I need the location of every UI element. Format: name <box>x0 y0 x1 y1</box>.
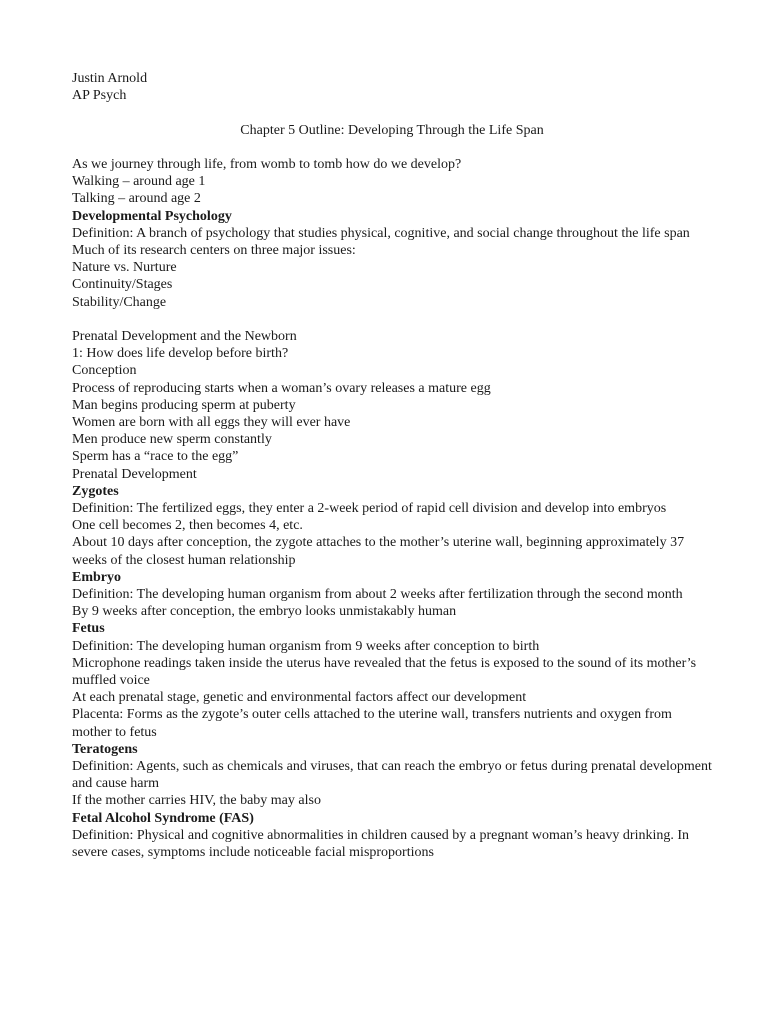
definition-text: Definition: The fertilized eggs, they enter a 2-week period of rapid cell division and develop into embryos <box>72 501 667 517</box>
heading-teratogens: Teratogens <box>72 741 138 757</box>
body-text: At each prenatal stage, genetic and environmental factors affect our development <box>72 690 527 706</box>
body-text: By 9 weeks after conception, the embryo looks unmistakably human <box>72 604 457 620</box>
section-heading: Prenatal Development and the Newborn <box>72 329 297 344</box>
intro-line: Walking – around age 1 <box>72 174 206 190</box>
body-text: Men produce new sperm constantly <box>72 432 272 448</box>
definition-text: Definition: The developing human organism from 9 weeks after conception to birth <box>72 638 540 654</box>
author-name: Justin Arnold <box>72 71 148 86</box>
issue-item: Stability/Change <box>72 294 167 310</box>
body-text: One cell becomes 2, then becomes 4, etc. <box>72 518 303 534</box>
definition-text: Definition: A branch of psychology that studies physical, cognitive, and social change throughout the life span <box>72 225 690 241</box>
body-text: Process of reproducing starts when a woman’s ovary releases a mature egg <box>72 380 491 396</box>
definition-text: Definition: The developing human organism from about 2 weeks after fertilization through the second month <box>72 587 683 603</box>
body-text: About 10 days after conception, the zygote attaches to the mother’s uterine wall, beginning approximately 37 weeks of the closest human relationship <box>72 535 688 568</box>
body-text: Man begins producing sperm at puberty <box>72 397 296 413</box>
course-name: AP Psych <box>72 88 127 104</box>
heading-embryo: Embryo <box>72 569 121 585</box>
body-text: Sperm has a “race to the egg” <box>72 449 239 465</box>
body-text: Microphone readings taken inside the uterus have revealed that the fetus is exposed to the sound of its mother’s muffled voice <box>72 655 700 689</box>
heading-fas: Fetal Alcohol Syndrome (FAS) <box>72 810 254 826</box>
issue-item: Nature vs. Nurture <box>72 260 177 276</box>
heading-fetus: Fetus <box>72 621 105 637</box>
definition-text: Definition: Physical and cognitive abnormalities in children caused by a pregnant woman’s heavy drinking. In severe cases, symptoms include noticeable facial misproportions <box>72 827 693 861</box>
body-text: Prenatal Development <box>72 466 197 482</box>
spacer <box>72 139 712 156</box>
definition-text: Definition: Agents, such as chemicals and viruses, that can reach the embryo or fetus during prenatal development and cause harm <box>72 759 716 792</box>
spacer <box>72 104 712 121</box>
spacer <box>72 311 712 328</box>
body-text: Conception <box>72 363 137 379</box>
issue-item: Continuity/Stages <box>72 277 173 293</box>
heading-developmental-psychology: Developmental Psychology <box>72 208 232 224</box>
heading-zygotes: Zygotes <box>72 483 119 499</box>
section-question: 1: How does life develop before birth? <box>72 346 289 362</box>
body-text: Women are born with all eggs they will ever have <box>72 415 351 431</box>
body-text: Much of its research centers on three major issues: <box>72 243 356 258</box>
intro-line: As we journey through life, from womb to tomb how do we develop? <box>72 156 462 172</box>
document-page <box>72 70 716 861</box>
document-title: Chapter 5 Outline: Developing Through the Life Span <box>240 122 544 138</box>
intro-line: Talking – around age 2 <box>72 191 201 207</box>
body-text: Placenta: Forms as the zygote’s outer cells attached to the uterine wall, transfers nutrients and oxygen from mother to fetus <box>72 707 676 740</box>
body-text: If the mother carries HIV, the baby may also <box>72 793 321 809</box>
